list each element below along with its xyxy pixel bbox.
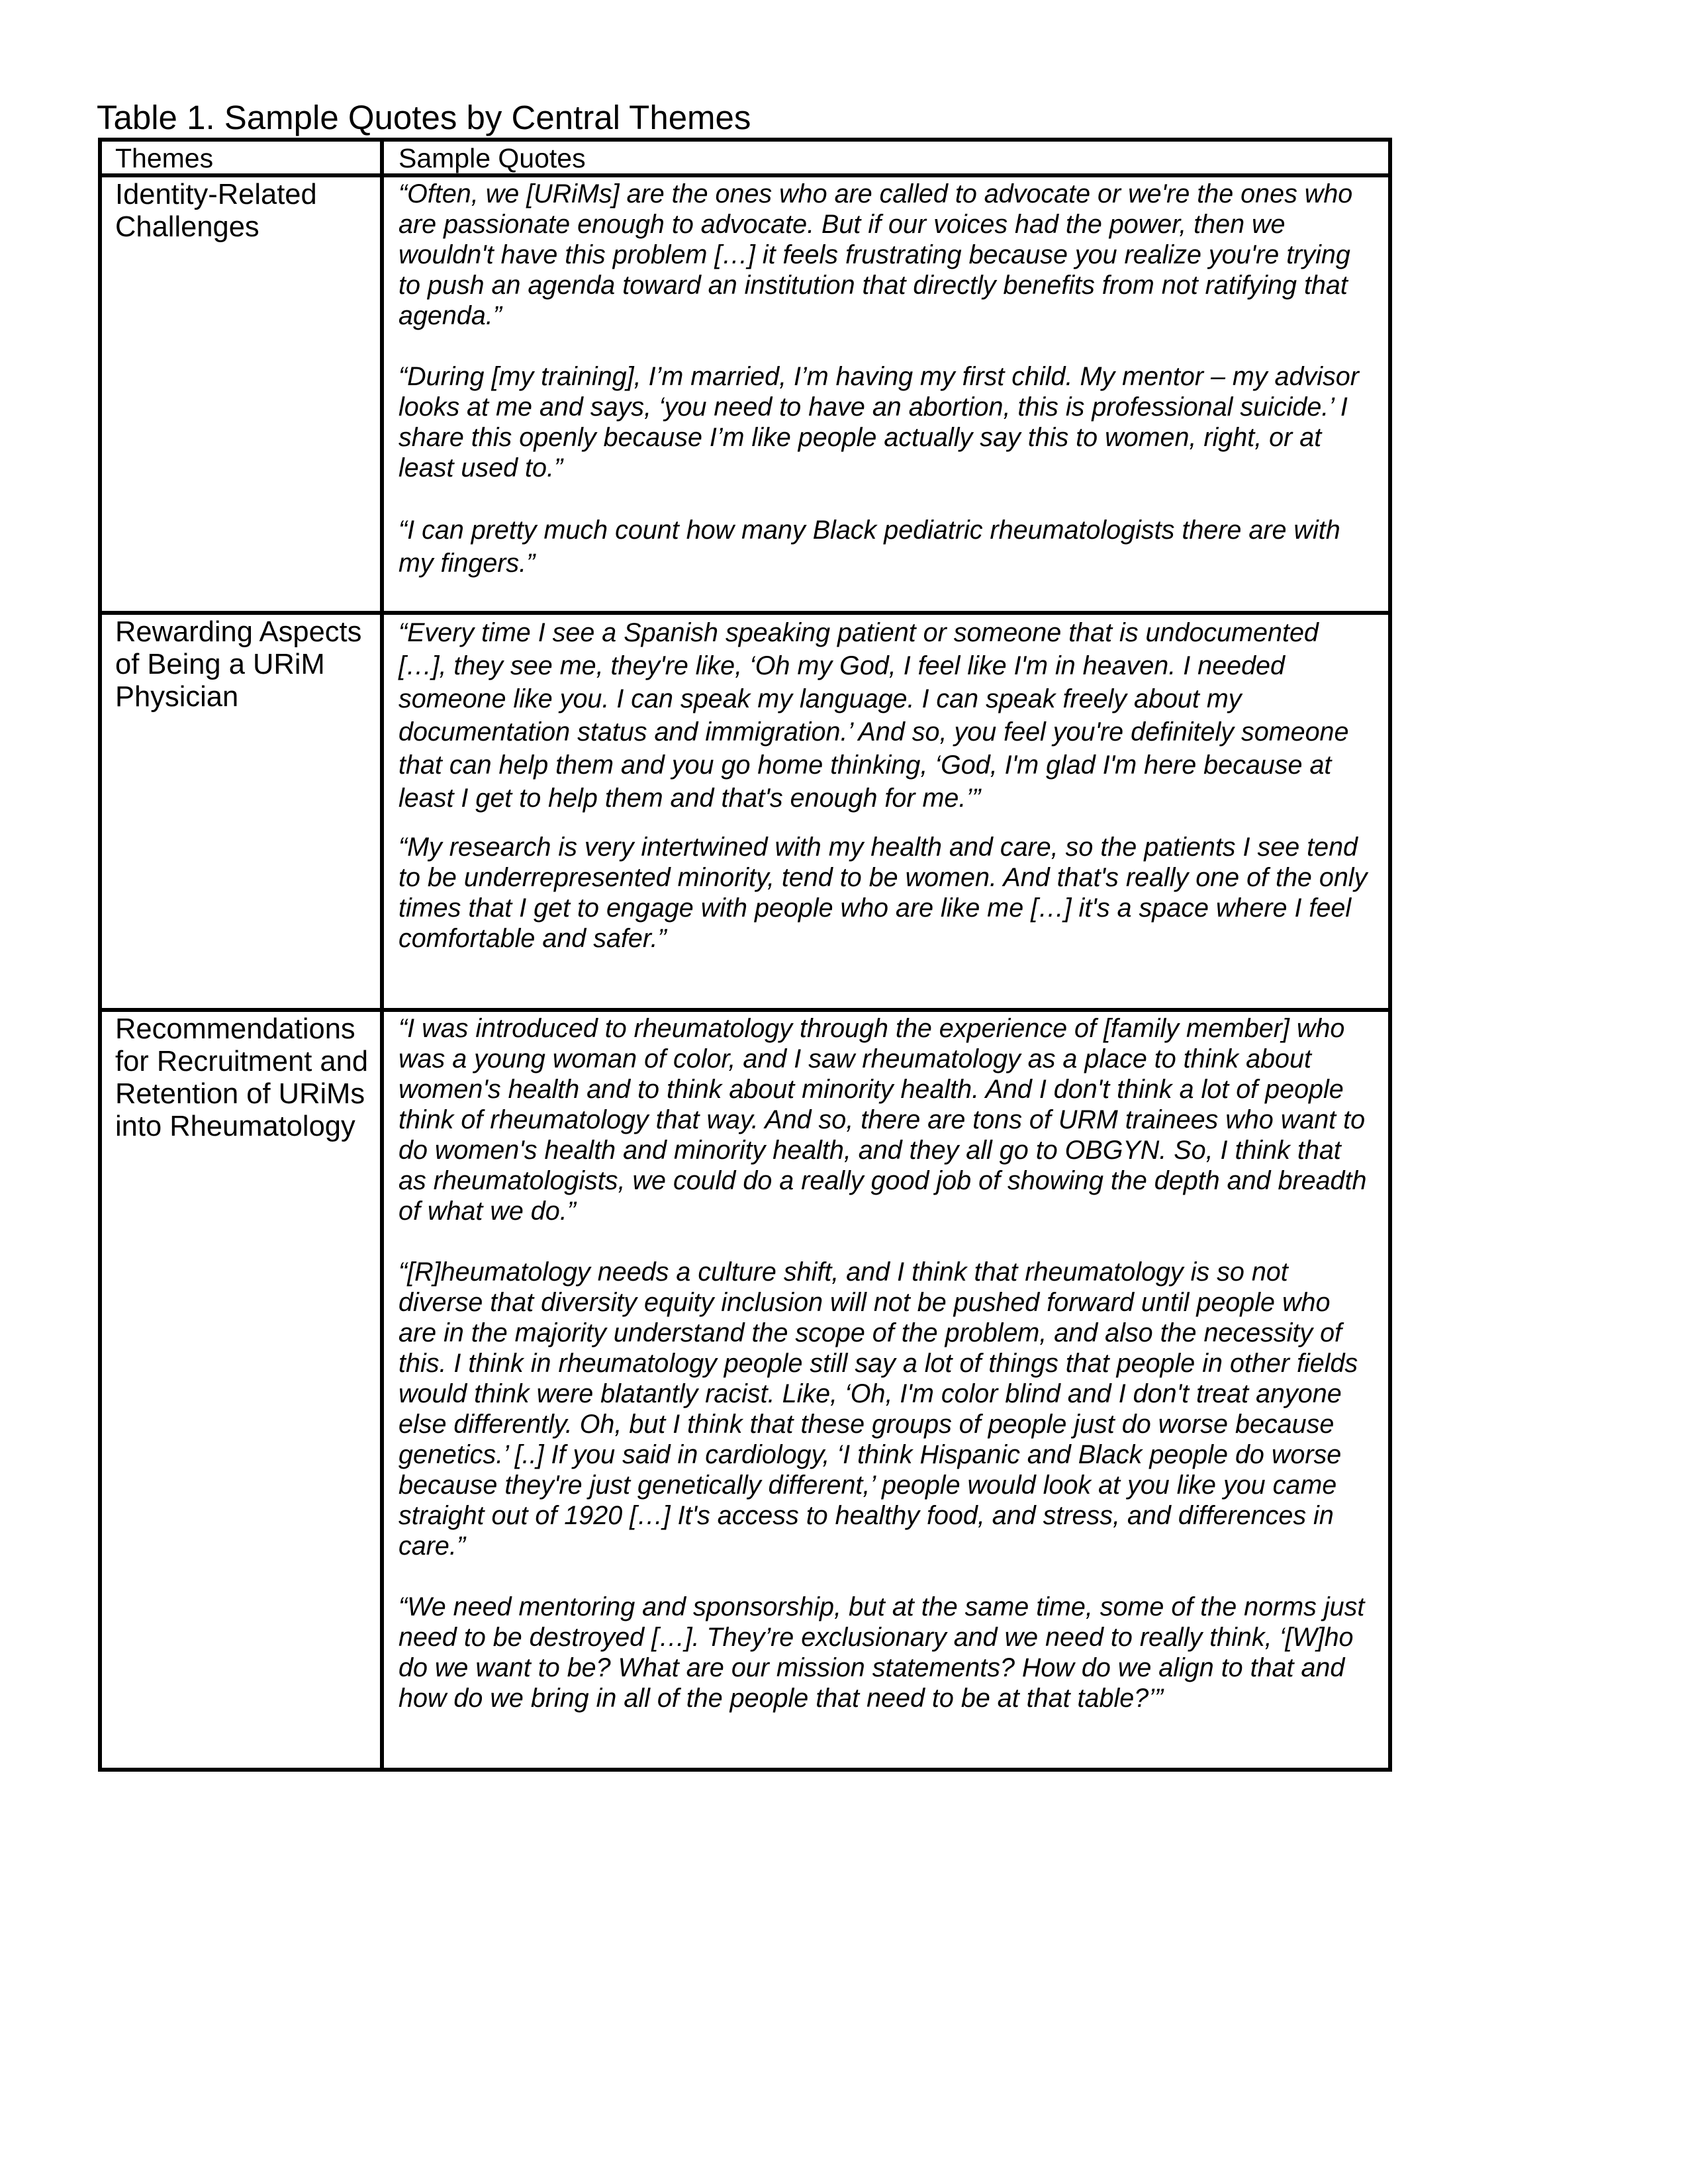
quote: “We need mentoring and sponsorship, but at the same time, some of the norms just need to be destroyed […]. They’re exclusionary and we need to really think, ‘[W]ho do we want to be? What are our mission statements? How do we align to that and how do we bring in all of the people that need to be at that table?’” [399, 1592, 1365, 1713]
header-sample-quotes: Sample Quotes [399, 143, 586, 173]
theme-label: Identity-Related Challenges [115, 179, 317, 243]
quote: “I was introduced to rheumatology through the experience of [family member] who was a young woman of color, and I saw rheumatology as a place to think about women's health and to think about minority health. And I don't think a lot of people think of rheumatology that way. And so, there are tons of URM trainees who want to do women's health and minority health, and they all go to OBGYN. So, I think that as rheumatologists, we could do a really good job of showing the depth and breadth of what we do.” [399, 1014, 1367, 1226]
quotes-cell [384, 1012, 1388, 1768]
quote: “My research is very intertwined with my health and care, so the patients I see tend to be underrepresented minority, tend to be women. And that's really one of the only times that I get to engage with people who are like me […] it's a space where I feel comfortable and safer.” [399, 833, 1368, 953]
header-themes: Themes [102, 142, 384, 173]
theme-cell [102, 615, 384, 1008]
quote: “Often, we [URiMs] are the ones who are called to advocate or we're the ones who are passionate enough to advocate. But if our voices had the power, then we wouldn't have this problem […] it feels frustrating because you realize you're trying to push an agenda toward an institution that directly benefits from not ratifying that agenda.” [399, 179, 1353, 330]
theme-label: Recommendations for Recruitment and Retention of URiMs into Rheumatology [115, 1013, 369, 1142]
table-row [102, 173, 1388, 611]
quotes-table [98, 138, 1392, 1772]
quote: “I can pretty much count how many Black pediatric rheumatologists there are with my fingers.” [399, 516, 1340, 578]
theme-cell [102, 177, 384, 611]
table-header-row [102, 142, 1388, 173]
quote: “Every time I see a Spanish speaking patient or someone that is undocumented […], they see me, they're like, ‘Oh my God, I feel like I'm in heaven. I needed someone like you. I can speak my language. I can speak freely about my documentation status and immigration.’ And so, you feel you're definitely someone that can help them and you go home thinking, ‘God, I'm glad I'm here because at least I get to help them and that's enough for me.’” [399, 618, 1349, 813]
quotes-cell [384, 177, 1388, 611]
theme-label: Rewarding Aspects of Being a URiM Physician [115, 616, 362, 713]
table-row [102, 1008, 1388, 1768]
theme-cell [102, 1012, 384, 1768]
quote: “[R]heumatology needs a culture shift, and I think that rheumatology is so not diverse that diversity equity inclusion will not be pushed forward until people who are in the majority understand the scope of the problem, and also the necessity of this. I think in rheumatology people still say a lot of things that people in other fields would think were blatantly racist. Like, ‘Oh, I'm color blind and I don't treat anyone else differently. Oh, but I think that these groups of people just do worse because genetics.’ [..] If you said in cardiology, ‘I think Hispanic and Black people do worse because they're just genetically different,’ people would look at you like you came straight out of 1920 […] It's access to healthy food, and stress, and differences in care.” [399, 1257, 1358, 1561]
table-caption: Table 1. Sample Quotes by Central Themes [97, 99, 751, 136]
table-row [102, 611, 1388, 1008]
quotes-cell [384, 615, 1388, 1008]
quote: “During [my training], I’m married, I’m having my first child. My mentor – my advisor looks at me and says, ‘you need to have an abortion, this is professional suicide.’ I share this openly because I’m like people actually say this to women, right, or at least used to.” [399, 362, 1359, 482]
